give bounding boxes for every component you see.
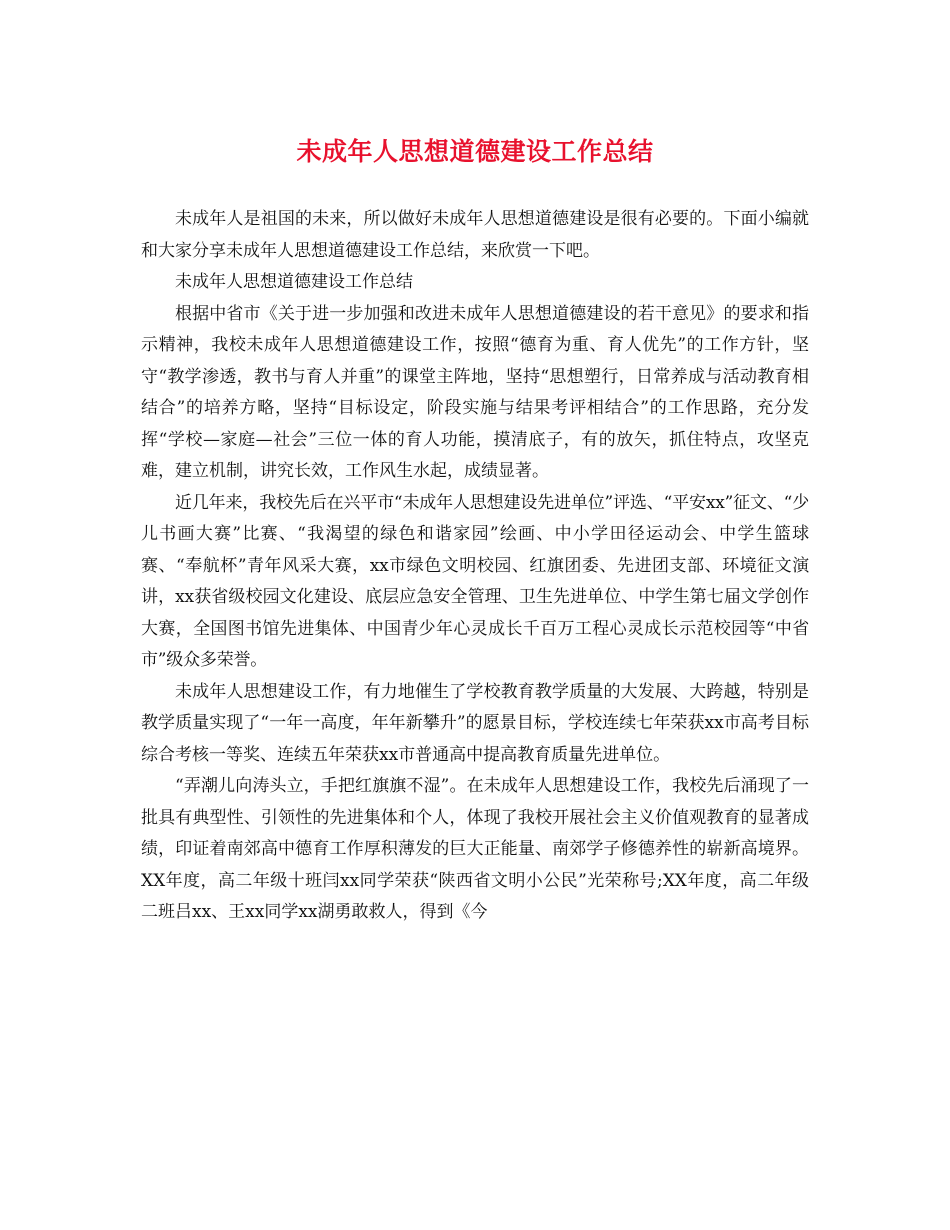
paragraph-subheading: 未成年人思想道德建设工作总结 (175, 272, 413, 292)
paragraph-quality: 未成年人思想建设工作，有力地催生了学校教育教学质量的大发展、大跨越，特别是教学质量实现了“一年一高度，年年新攀升”的愿景目标，学校连续七年荣获xx市高考目标综合考核一等奖、连续五年荣获xx市普通高中提高教育质量先进单位。 (141, 681, 809, 765)
paragraph-exemplars: “弄潮儿向涛头立，手把红旗旗不湿”。在未成年人思想建设工作，我校先后涌现了一批具有典型性、引领性的先进集体和个人，体现了我校开展社会主义价值观教育的显著成绩，印证着南郊高中德育工作厚积薄发的巨大正能量、南郊学子修德养性的崭新高境界。XX年度，高二年级十班闫xx同学荣获“陕西省文明小公民”光荣称号;XX年度，高二年级二班吕xx、王xx同学xx湖勇敢救人，得到《今 (141, 776, 809, 922)
paragraph-honors: 近几年来，我校先后在兴平市“未成年人思想建设先进单位”评选、“平安xx”征文、“少儿书画大赛”比赛、“我渴望的绿色和谐家园”绘画、中小学田径运动会、中学生篮球赛、“奉航杯”青年风采大赛，xx市绿色文明校园、红旗团委、先进团支部、环境征文演讲，xx获省级校园文化建设、底层应急安全管理、卫生先进单位、中学生第七届文学创作大赛，全国图书馆先进集体、中国青少年心灵成长千百万工程心灵成长示范校园等“中省市”级众多荣誉。 (141, 492, 809, 670)
paragraph-guidelines: 根据中省市《关于进一步加强和改进未成年人思想道德建设的若干意见》的要求和指示精神，我校未成年人思想道德建设工作，按照“德育为重、育人优先”的工作方针，坚守“教学渗透，教书与育人并重”的课堂主阵地，坚持“思想塑行，日常养成与活动教育相结合”的培养方略，坚持“目标设定，阶段实施与结果考评相结合”的工作思路，充分发挥“学校—家庭—社会”三位一体的育人功能，摸清底子，有的放矢，抓住特点，攻坚克难，建立机制，讲究长效，工作风生水起，成绩显著。 (141, 303, 809, 481)
document-title: 未成年人思想道德建设工作总结 (296, 137, 654, 166)
paragraph-intro: 未成年人是祖国的未来，所以做好未成年人思想道德建设是很有必要的。下面小编就和大家分享未成年人思想道德建设工作总结，来欣赏一下吧。 (141, 209, 809, 261)
document-body (141, 204, 809, 929)
